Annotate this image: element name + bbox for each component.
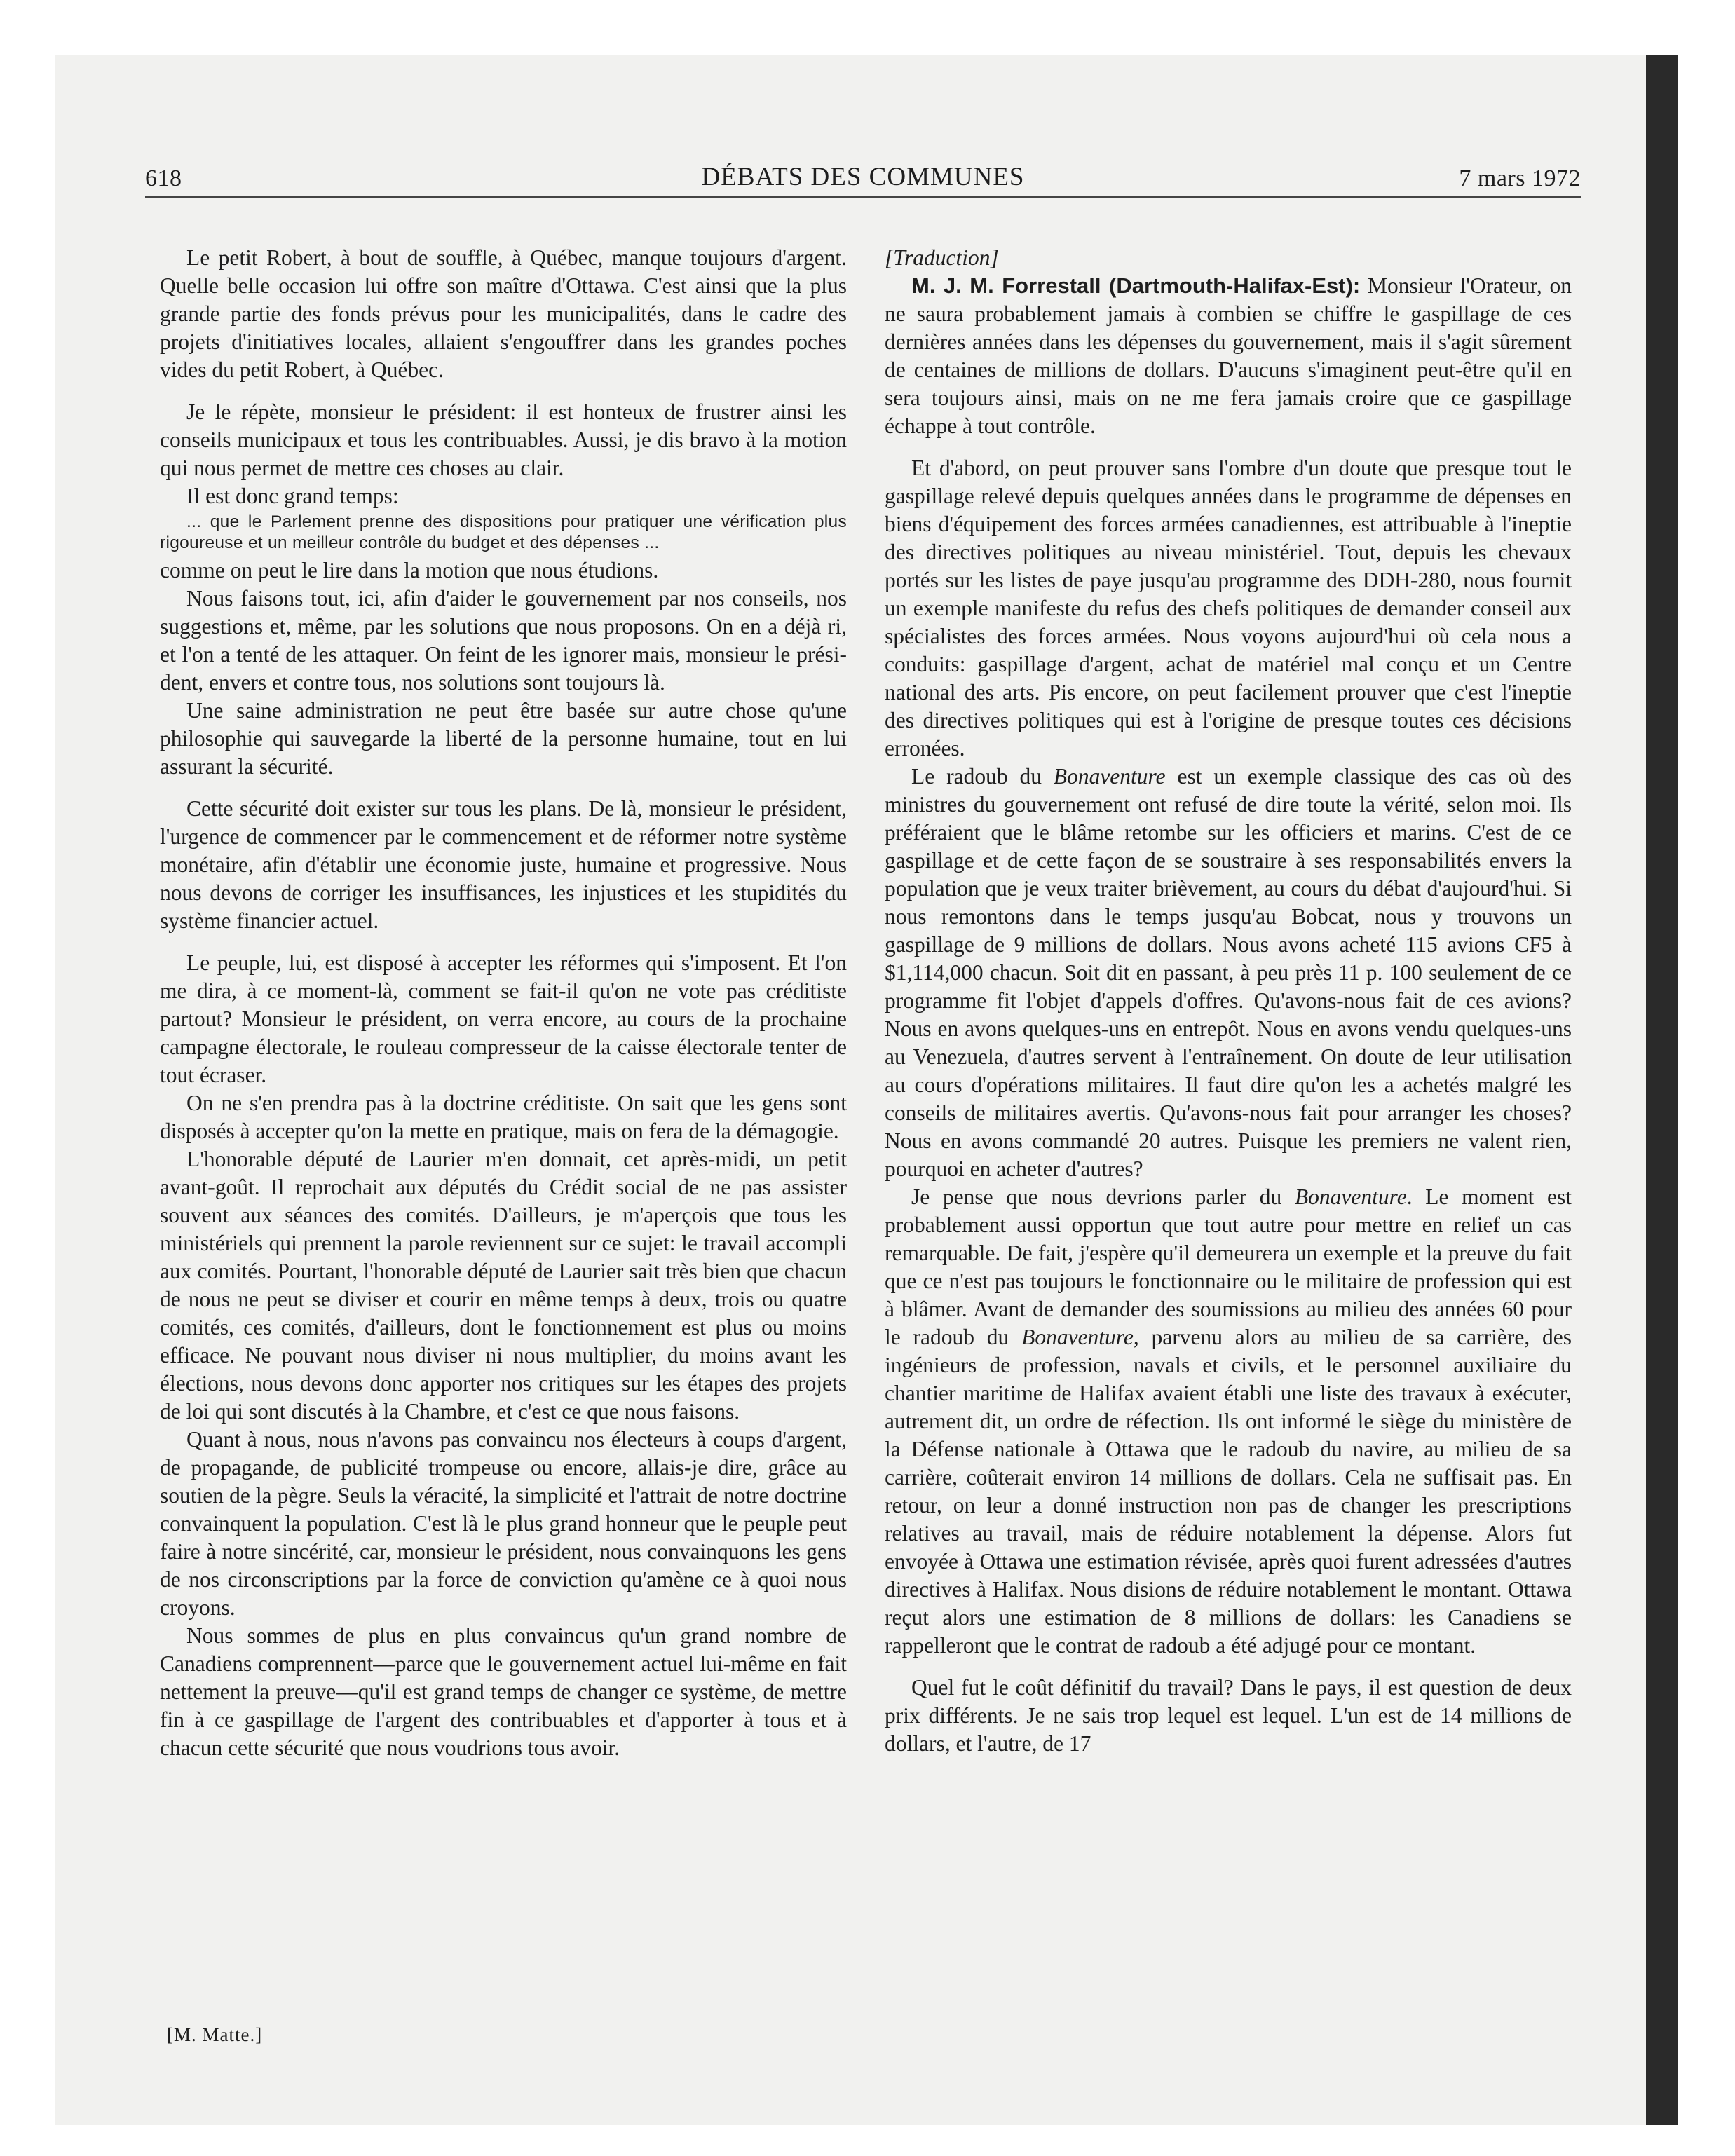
text-run: . Le moment est probablement aussi opportun que tout autre pour mettre en relief un cas remarquable. De fait, j'espère qu'il demeurera un exemple et la preuve du fait que ce n'est pas toujours le fonctionnaire ou le militaire de profession qui est à blâmer. Avant de demander des soumissions au milieu des années 60 pour le radoub du: [885, 1185, 1572, 1349]
paragraph: Je le répète, monsieur le président: il est honteux de frustrer ainsi les conseils municipaux et tous les contribuables. Aussi, je dis bravo à la motion qui nous permet de mettre ces choses au clair.: [160, 400, 847, 480]
text-run: Le radoub du: [911, 764, 1054, 789]
speaker-name: M. J. M. Forrestall (Dartmouth-Halifax-Est):: [911, 273, 1361, 298]
page-header: [145, 156, 1581, 198]
ship-name: Bonaventure: [1294, 1185, 1407, 1209]
paragraph: [885, 1183, 1572, 1660]
text-run: est un exemple classique des cas où des ministres du gouvernement ont refusé de dire toute la vérité, selon moi. Ils préféraient que le blâme retombe sur les officiers et marins. C'est de ce gaspillage et de cette façon de se soustraire à ses responsabilités envers la population que je veux traiter brièvement, au cours du débat d'aujourd'hui. Si nous remontons dans le temps jusqu'au Bobcat, nous y trouvons un gaspillage de 9 millions de dollars. Nous avons acheté 115 avions CF5 à $1,114,000 chacun. Soit dit en passant, à peu près 11 p. 100 seulement de ce programme fit l'objet d'appels d'offres. Qu'avons-nous fait de ces avions? Nous en avons quelques-uns en entrepôt. Nous en avons vendu quelques-uns au Venezuela, d'autres servent à l'entraînement. On doute de leur utilisation au cours d'opérations militaires. Il faut dire qu'on les a achetés malgré les conseils de militaires avertis. Qu'avons-nous fait pour arranger les choses? Nous en avons commandé 20 autres. Puisque les premiers ne valent rien, pourquoi en acheter d'autres?: [885, 764, 1572, 1181]
paragraph: Nous faisons tout, ici, afin d'aider le gouvernement par nos conseils, nos suggestions et, même, par les solutions que nous proposons. On en a déjà ri, et l'on a tenté de les attaquer. On feint de les ignorer mais, monsieur le président, envers et contre tous, nos solutions sont toujours là.: [160, 586, 847, 695]
paragraph: On ne s'en prendra pas à la doctrine créditiste. On sait que les gens sont disposés à accepter qu'on la mette en pratique, mais on fera de la démagogie.: [160, 1091, 847, 1143]
paragraph: Une saine administration ne peut être basée sur autre chose qu'une philosophie qui sauvegarde la liberté de la personne humaine, tout en lui assurant la sécurité.: [160, 698, 847, 779]
issue-date: 7 mars 1972: [1459, 165, 1581, 191]
paragraph: comme on peut le lire dans la motion que nous étudions.: [160, 558, 659, 582]
paragraph: Le peuple, lui, est disposé à accepter les réformes qui s'imposent. Et l'on me dira, à ce moment-là, comment se fait-il qu'on ne vote pas créditiste partout? Monsieur le président, on verra encore, au cours de la prochaine campagne électorale, le rouleau compresseur de la caisse électorale tenter de tout écraser.: [160, 950, 847, 1087]
speaker-reference: [M. Matte.]: [167, 2024, 263, 2045]
paragraph: L'honorable député de Laurier m'en donnait, cet après-midi, un petit avant-goût. Il reprochait aux députés du Crédit social de ne pas assister souvent aux séances des comités. D'ailleurs, je m'aperçois que tous les ministériels qui prennent la parole reviennent sur ce sujet: le travail accompli aux comités. Pourtant, l'honorable député de Laurier sait très bien que chacun de nous ne peut se diviser et courir en même temps à deux, trois ou quatre comités, ces comités, d'ailleurs, dont le fonctionnement est plus ou moins efficace. Ne pouvant nous diviser ni nous multiplier, du moins avant les élections, nous devons donc apporter nos critiques sur les étapes des projets de loi qui sont discutés à la Chambre, et c'est ce que nous faisons.: [160, 1147, 847, 1424]
speech-text: Monsieur l'Orateur, on ne saura probablement jamais à combien se chiffre le gaspillage de ces dernières années dans les dépenses du gouvernement, mais il s'agit sûrement de centaines de millions de dollars. D'aucuns s'imaginent peut-être qu'il en sera toujours ainsi, mais on ne me fera jamais croire que ce gaspillage échappe à tout contrôle.: [885, 273, 1572, 438]
paragraph: Nous sommes de plus en plus convaincus qu'un grand nombre de Canadiens comprennent—parce que le gouvernement actuel lui-même en fait nettement la preuve—qu'il est grand temps de changer ce système, de mettre fin à ce gaspillage de l'argent des contribuables et d'apporter à tous et à chacun cette sécurité que nous voudrions tous avoir.: [160, 1623, 847, 1760]
paragraph: Il est donc grand temps:: [186, 484, 399, 508]
text-run: Je pense que nous devrions parler du: [911, 1185, 1295, 1209]
page-number: 618: [145, 165, 182, 191]
translation-marker: [885, 244, 1572, 272]
paragraph: Quel fut le coût définitif du travail? Dans le pays, il est question de deux prix différents. Je ne sais trop lequel est lequel. L'un est de 14 millions de dollars, et l'autre, de 17: [885, 1675, 1572, 1756]
motion-quote: ... que le Parlement prenne des dispositions pour pratiquer une vérification plus rigoureuse et un meilleur contrôle du budget et des dépenses ...: [160, 512, 847, 552]
translation-label: [Traduction]: [885, 245, 999, 270]
paragraph: Et d'abord, on peut prouver sans l'ombre d'un doute que presque tout le gaspillage relevé depuis quelques années dans le programme de dépenses en biens d'équipement des forces armées canadiennes, est attribuable à l'ineptie des directives politiques au niveau ministériel. Tout, depuis les chevaux portés sur les listes de paye jusqu'au programme des DDH-280, nous fournit un exemple manifeste du refus des chefs politiques de demander conseil aux spécialistes des forces armées. Nous voyons aujourd'hui où cela nous a conduits: gaspillage d'argent, achat de matériel mal conçu et un Centre national des arts. Pis encore, on peut facilement prouver que c'est l'ineptie des directives politiques qui est à l'origine de presque toutes ces décisions erronées.: [885, 456, 1572, 760]
scan-edge: [1646, 55, 1678, 2125]
paragraph: [885, 272, 1572, 440]
paragraph: Quant à nous, nous n'avons pas convaincu nos électeurs à coups d'argent, de propagande, de publicité trompeuse ou encore, allais-je dire, grâce au soutien de la pègre. Seuls la véracité, la simplicité et l'attrait de notre doctrine convainquent la population. C'est là le plus grand honneur que le peuple peut faire à notre sincérité, car, monsieur le président, nous convainquons les gens de nos circonscriptions par la force de conviction qu'amène ce à quoi nous croyons.: [160, 1427, 847, 1620]
ship-name: Bonaventure: [1053, 764, 1166, 789]
paragraph: Le petit Robert, à bout de souffle, à Québec, manque toujours d'argent. Quelle belle occasion lui offre son maître d'Ottawa. C'est ainsi que la plus grande partie des fonds prévus pour les municipalités, dans le cadre des projets d'initiatives locales, allaient s'engouffrer dans les grandes poches vides du petit Robert, à Québec.: [160, 245, 847, 382]
journal-title: DÉBATS DES COMMUNES: [701, 163, 1025, 191]
paragraph: Cette sécurité doit exister sur tous les plans. De là, monsieur le président, l'urgence de commencer par le commencement et de réformer notre système monétaire, afin d'établir une économie juste, humaine et progressive. Nous nous devons de corriger les insuffisances, les injustices et les stupidités du système financier actuel.: [160, 796, 847, 933]
paragraph: [885, 763, 1572, 1183]
ship-name: Bonaventure: [1021, 1325, 1134, 1349]
right-column: [885, 244, 1572, 1758]
text-run: , parvenu alors au milieu de sa carrière, des ingénieurs de profession, navals et civils, et le personnel auxiliaire du chantier maritime de Halifax avaient établi une liste des travaux à exécuter, autrement dit, un ordre de réfection. Ils ont informé le siège du ministère de la Défense nationale à Ottawa que le radoub du navire, au milieu de sa carrière, coûterait environ 14 millions de dollars. Cela ne suffisait pas. En retour, on leur a donné instruction non pas de changer les prescriptions relatives au travail, mais de réduire notablement la dépense. Alors fut envoyée à Ottawa une estimation révisée, après quoi furent adressées d'autres directives à Halifax. Nous disions de réduire notablement le montant. Ottawa reçut alors une estimation de 8 millions de dollars: les Canadiens se rappelleront que le contrat de radoub a été adjugé pour ce montant.: [885, 1325, 1572, 1658]
left-column: [160, 244, 847, 1762]
